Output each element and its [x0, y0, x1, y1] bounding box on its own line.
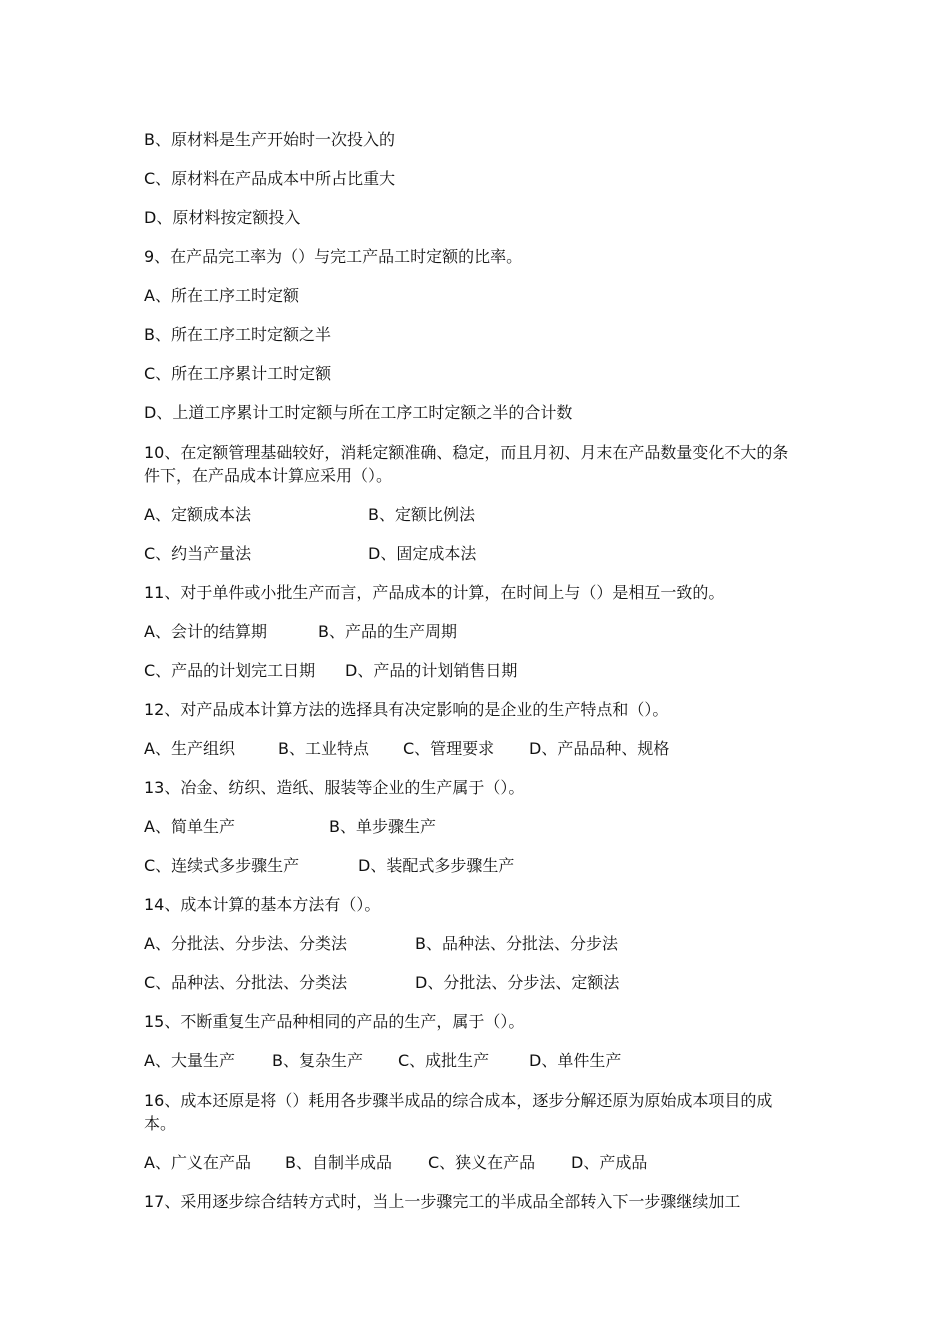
option-b: B、工业特点 [278, 739, 369, 758]
option-c: C、品种法、分批法、分类法 [144, 973, 348, 992]
option-d: D、产成品 [571, 1153, 648, 1172]
option-a: A、会计的结算期 [144, 622, 267, 641]
option-c: C、产品的计划完工日期 [144, 661, 316, 680]
option-d: D、分批法、分步法、定额法 [415, 973, 620, 992]
question-text: 9、在产品完工率为（）与完工产品工时定额的比率。 [144, 247, 523, 266]
option-c: C、狭义在产品 [428, 1153, 536, 1172]
question-line [144, 1190, 804, 1213]
question-text: 15、不断重复生产品种相同的产品的生产，属于（）。 [144, 1012, 525, 1031]
question-line [144, 698, 804, 721]
option-line [144, 206, 804, 229]
option-b: B、复杂生产 [272, 1051, 363, 1070]
question-line [144, 776, 804, 799]
option-b: B、定额比例法 [368, 505, 475, 524]
option-line [144, 323, 804, 346]
option-a: A、生产组织 [144, 739, 235, 758]
question-text: 16、成本还原是将（）耗用各步骤半成品的综合成本，逐步分解还原为原始成本项目的成本。 [144, 1091, 773, 1133]
question-text: 17、采用逐步综合结转方式时，当上一步骤完工的半成品全部转入下一步骤继续加工 [144, 1192, 741, 1211]
question-text: 10、在定额管理基础较好，消耗定额准确、稳定，而且月初、月末在产品数量变化不大的条件下，在产品成本计算应采用（）。 [144, 443, 789, 485]
question-text: 11、对于单件或小批生产而言，产品成本的计算，在时间上与（）是相互一致的。 [144, 583, 725, 602]
option-d: D、产品的计划销售日期 [345, 661, 518, 680]
option-line [144, 284, 804, 307]
option-text: C、原材料在产品成本中所占比重大 [144, 169, 396, 188]
option-d: D、固定成本法 [368, 544, 477, 563]
question-text: 13、冶金、纺织、造纸、服装等企业的生产属于（）。 [144, 778, 525, 797]
option-d: D、产品品种、规格 [529, 739, 670, 758]
question-line [144, 441, 794, 487]
option-a: A、定额成本法 [144, 505, 251, 524]
option-a: A、分批法、分步法、分类法 [144, 934, 347, 953]
option-c: C、约当产量法 [144, 544, 252, 563]
question-line [144, 245, 804, 268]
question-line [144, 1089, 794, 1135]
question-line [144, 1010, 804, 1033]
option-text: D、原材料按定额投入 [144, 208, 301, 227]
option-a: A、大量生产 [144, 1051, 235, 1070]
question-text: 14、成本计算的基本方法有（）。 [144, 895, 381, 914]
option-b: B、单步骤生产 [329, 817, 436, 836]
option-b: B、品种法、分批法、分步法 [415, 934, 618, 953]
option-text: B、所在工序工时定额之半 [144, 325, 331, 344]
option-line [144, 401, 804, 424]
option-c: C、管理要求 [403, 739, 495, 758]
option-d: D、单件生产 [529, 1051, 622, 1070]
option-c: C、连续式多步骤生产 [144, 856, 300, 875]
option-line [144, 167, 804, 190]
option-a: A、广义在产品 [144, 1153, 251, 1172]
option-b: B、自制半成品 [285, 1153, 392, 1172]
option-text: D、上道工序累计工时定额与所在工序工时定额之半的合计数 [144, 403, 573, 422]
option-text: B、原材料是生产开始时一次投入的 [144, 130, 395, 149]
option-c: C、成批生产 [398, 1051, 490, 1070]
option-line [144, 128, 804, 151]
option-b: B、产品的生产周期 [318, 622, 457, 641]
question-line [144, 893, 804, 916]
question-line [144, 581, 804, 604]
option-text: C、所在工序累计工时定额 [144, 364, 332, 383]
option-d: D、装配式多步骤生产 [358, 856, 515, 875]
option-a: A、简单生产 [144, 817, 235, 836]
question-text: 12、对产品成本计算方法的选择具有决定影响的是企业的生产特点和（）。 [144, 700, 669, 719]
option-line [144, 362, 804, 385]
option-text: A、所在工序工时定额 [144, 286, 299, 305]
